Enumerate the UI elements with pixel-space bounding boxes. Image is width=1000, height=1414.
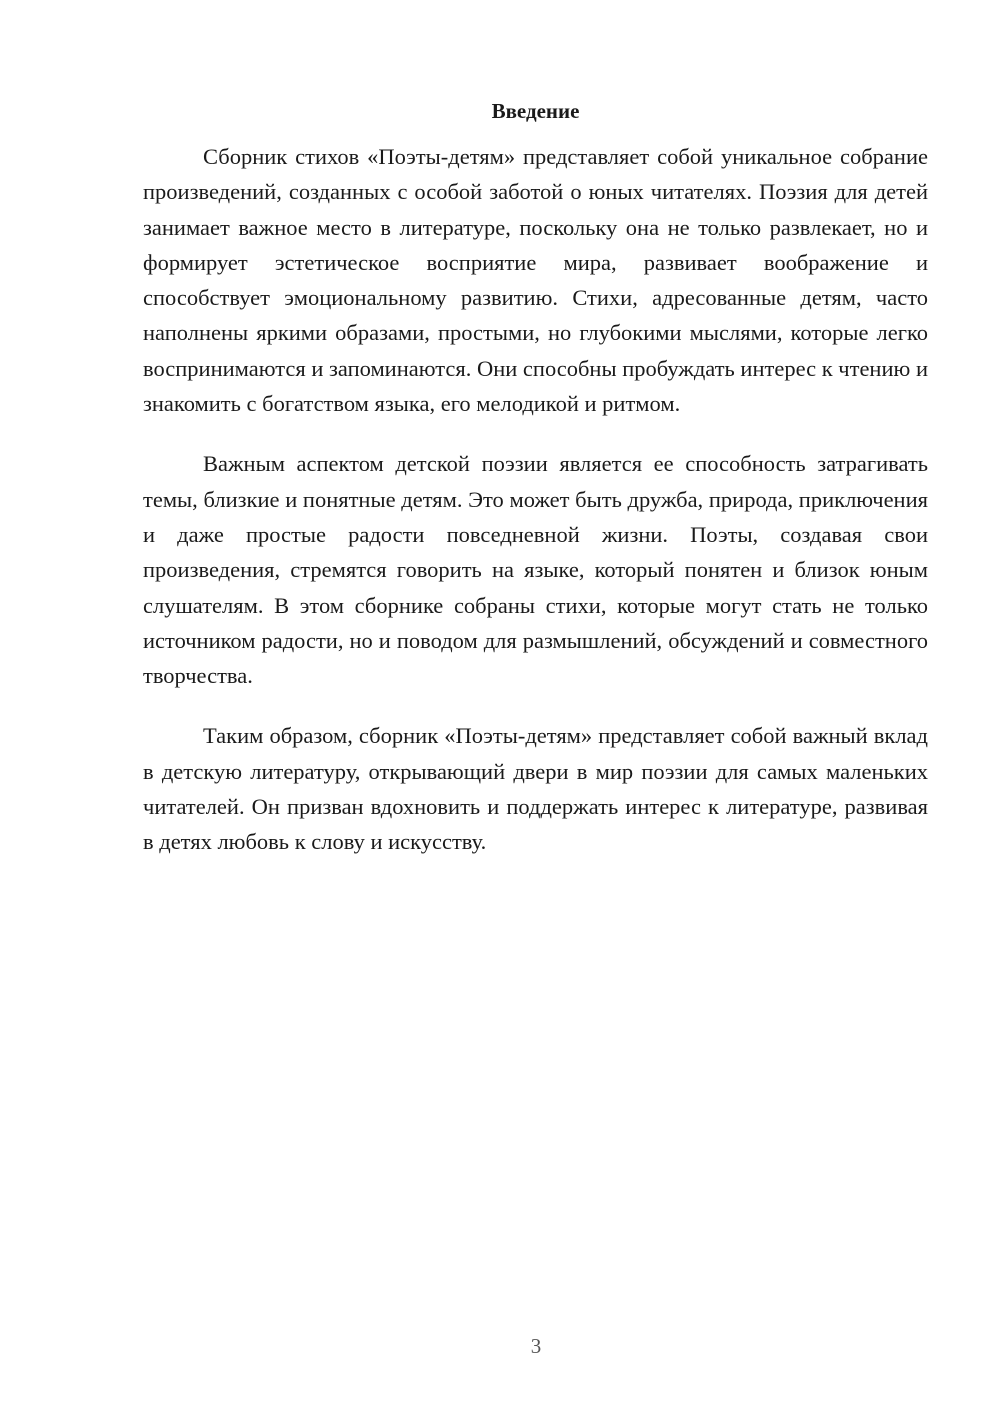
paragraph-2: Важным аспектом детской поэзии является ее способность затрагивать темы, близкие и понятные детям. Это может быть дружба, природа, приключения и даже простые радости повседневной жизни. Поэты, создавая свои произведения, стремятся говорить на языке, который понятен и близок юным слушателям. В этом сборнике собраны стихи, которые могут стать не только источником радости, но и поводом для размышлений, обсуждений и совместного творчества. <box>143 451 928 689</box>
paragraph-1: Сборник стихов «Поэты-детям» представляет собой уникальное собрание произведений, созданных с особой заботой о юных читателях. Поэзия для детей занимает важное место в литературе, поскольку она не только развлекает, но и формирует эстетическое восприятие мира, развивает воображение и способствует эмоциональному развитию. Стихи, адресованные детям, часто наполнены яркими образами, простыми, но глубокими мыслями, которые легко воспринимаются и запоминаются. Они способны пробуждать интерес к чтению и знакомить с богатством языка, его мелодикой и ритмом. <box>143 144 928 417</box>
paragraph-3: Таким образом, сборник «Поэты-детям» представляет собой важный вклад в детскую литературу, открывающий двери в мир поэзии для самых маленьких читателей. Он призван вдохновить и поддержать интерес к литературе, развивая в детях любовь к слову и искусству. <box>143 723 928 855</box>
section-title: Введение <box>491 99 580 123</box>
page-number: 3 <box>530 1334 542 1358</box>
page-content <box>143 96 928 885</box>
